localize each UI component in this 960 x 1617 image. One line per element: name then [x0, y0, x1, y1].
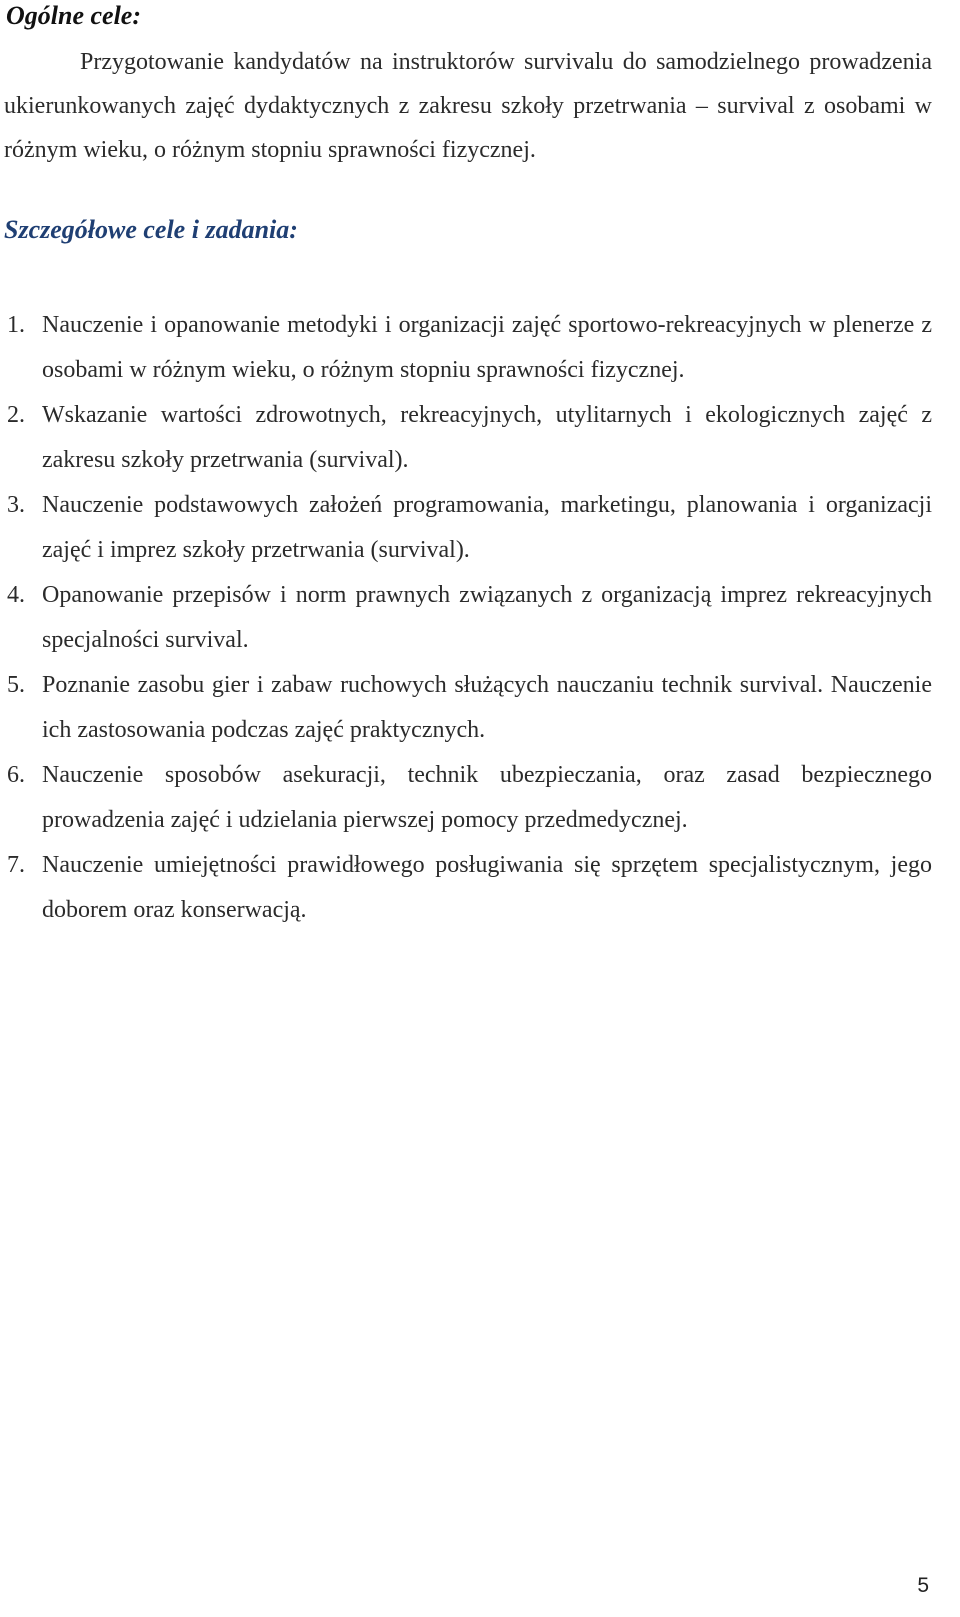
goal-number: 7.	[7, 852, 25, 878]
goal-number: 1.	[7, 312, 25, 338]
goal-text: Nauczenie sposobów asekuracji, technik ubezpieczania, oraz zasad bezpiecznego prowadzenia zajęć i udzielania pierwszej pomocy przedmedycznej.	[42, 762, 932, 833]
goal-item	[0, 843, 932, 933]
goal-item	[0, 483, 932, 573]
goal-text: Wskazanie wartości zdrowotnych, rekreacyjnych, utylitarnych i ekologicznych zajęć z zakresu szkoły przetrwania (survival).	[42, 402, 932, 473]
goal-text: Nauczenie podstawowych założeń programowania, marketingu, planowania i organizacji zajęć i imprez szkoły przetrwania (survival).	[42, 492, 932, 563]
goal-number: 6.	[7, 762, 25, 788]
general-goals-heading: Ogólne cele:	[6, 1, 142, 30]
goal-number: 4.	[7, 582, 25, 608]
goal-number: 3.	[7, 492, 25, 518]
goal-item	[0, 303, 932, 393]
goal-number: 5.	[7, 672, 25, 698]
goal-text: Poznanie zasobu gier i zabaw ruchowych służących nauczaniu technik survival. Nauczenie ich zastosowania podczas zajęć praktycznych.	[42, 672, 932, 743]
page-number: 5	[917, 1574, 929, 1597]
goal-item	[0, 573, 932, 663]
goal-item	[0, 393, 932, 483]
goal-text: Nauczenie umiejętności prawidłowego posługiwania się sprzętem specjalistycznym, jego doborem oraz konserwacją.	[42, 852, 932, 923]
specific-goals-list	[0, 303, 960, 933]
general-goals-text: Przygotowanie kandydatów na instruktorów survivalu do samodzielnego prowadzenia ukierunkowanych zajęć dydaktycznych z zakresu szkoły przetrwania – survival z osobami w różnym wieku, o różnym stopniu sprawności fizycznej.	[4, 49, 932, 163]
specific-goals-heading: Szczegółowe cele i zadania:	[4, 215, 298, 244]
goal-item	[0, 753, 932, 843]
goal-text: Nauczenie i opanowanie metodyki i organizacji zajęć sportowo-rekreacyjnych w plenerze z osobami w różnym wieku, o różnym stopniu sprawności fizycznej.	[42, 312, 932, 383]
goal-number: 2.	[7, 402, 25, 428]
goal-text: Opanowanie przepisów i norm prawnych związanych z organizacją imprez rekreacyjnych specjalności survival.	[42, 582, 932, 653]
goal-item	[0, 663, 932, 753]
